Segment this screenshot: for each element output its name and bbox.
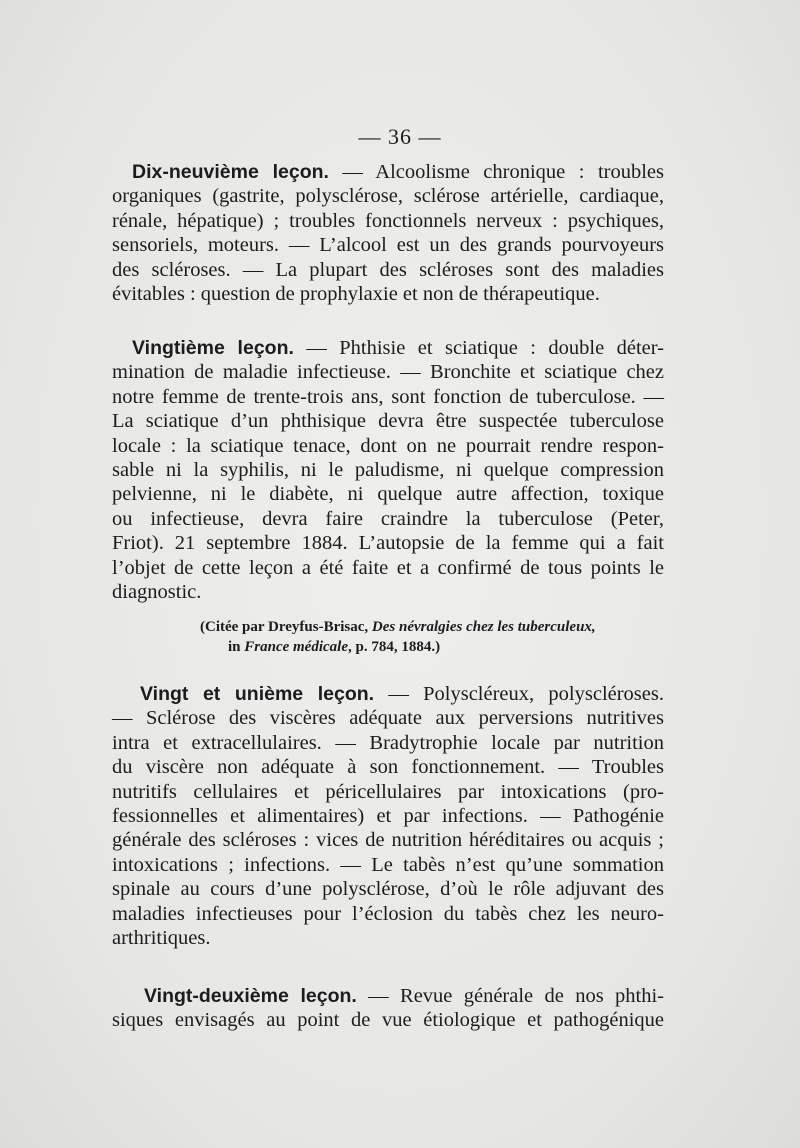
text-line: des scléroses. — La plupart des scléroses sont des maladies: [112, 258, 664, 281]
section-20: [112, 336, 664, 604]
text-line: diagnostic.: [112, 581, 202, 604]
text-line: mination de maladie infectieuse. — Bronchite et sciatique chez: [112, 361, 664, 384]
text-line: Vingtième leçon. — Phthisie et sciatique : double déter-: [132, 337, 664, 359]
text-line: spinale au cours d’une polysclérose, d’où le rôle adjuvant des: [112, 878, 664, 901]
section-heading: Vingt et unième leçon.: [140, 683, 375, 705]
text-line: évitables : question de prophylaxie et non de thérapeutique.: [112, 283, 600, 306]
section-heading: Vingtième leçon.: [132, 337, 294, 359]
text-line: rénale, hépatique) ; troubles fonctionnels nerveux : psychiques,: [112, 209, 664, 232]
text-line: La sciatique d’un phthisique devra être suspectée tuberculose: [112, 410, 664, 433]
text-line: siques envisagés au point de vue étiologique et pathogénique: [112, 1009, 664, 1032]
text-line: du viscère non adéquate à son fonctionnement. — Troubles: [112, 756, 664, 779]
text-line: maladies infectieuses pour l’éclosion du tabès chez les neuro-: [112, 902, 664, 925]
text-line: nutritifs cellulaires et péricellulaires par intoxications (pro-: [112, 780, 664, 803]
citation-line: (Citée par Dreyfus-Brisac, Des névralgies chez les tuberculeux,: [200, 619, 596, 635]
citation-line: in France médicale, p. 784, 1884.): [228, 638, 441, 655]
text-line: Vingt-deuxième leçon. — Revue générale de nos phthi-: [144, 985, 664, 1007]
citation-title: Des névralgies chez les tuberculeux,: [371, 619, 596, 635]
text-line: — Sclérose des viscères adéquate aux perversions nutritives: [112, 707, 664, 730]
text-line: ou infectieuse, devra faire craindre la tuberculose (Peter,: [112, 507, 664, 530]
text-line: organiques (gastrite, polysclérose, sclérose artérielle, cardiaque,: [112, 185, 664, 208]
text-line: intoxications ; infections. — Le tabès n’est qu’une sommation: [112, 853, 664, 876]
citation-journal: France médicale: [244, 638, 348, 655]
section-21: [112, 682, 664, 950]
text-line: générale des scléroses : vices de nutrition héréditaires ou acquis ;: [112, 829, 664, 852]
text-line: sensoriels, moteurs. — L’alcool est un des grands pourvoyeurs: [112, 234, 664, 257]
text-line: fessionnelles et alimentaires) et par infections. — Pathogénie: [112, 805, 664, 828]
text-line: sable ni la syphilis, ni le paludisme, ni quelque compression: [112, 459, 664, 482]
page-number: — 36 —: [358, 124, 442, 149]
text-line: Dix-neuvième leçon. — Alcoolisme chronique : troubles: [132, 161, 664, 183]
section-heading: Vingt-deuxième leçon.: [144, 985, 357, 1007]
text-line: notre femme de trente-trois ans, sont fonction de tuberculose. —: [112, 385, 664, 408]
text-line: arthritiques.: [112, 927, 211, 950]
text-line: Vingt et unième leçon. — Polyscléreux, polyscléroses.: [140, 683, 664, 705]
text-line: pelvienne, ni le diabète, ni quelque autre affection, toxique: [112, 483, 664, 506]
section-22: [112, 984, 664, 1033]
text-line: l’objet de cette leçon a été faite et a confirmé de tous points le: [112, 556, 664, 579]
section-19: [112, 160, 664, 306]
text-line: locale : la sciatique tenace, dont on ne pourrait rendre respon-: [112, 434, 664, 457]
section-heading: Dix-neuvième leçon.: [132, 161, 329, 183]
text-line: intra et extracellulaires. — Bradytrophie locale par nutrition: [112, 731, 664, 754]
citation: [200, 618, 644, 657]
text-line: Friot). 21 septembre 1884. L’autopsie de la femme qui a fait: [112, 532, 664, 555]
